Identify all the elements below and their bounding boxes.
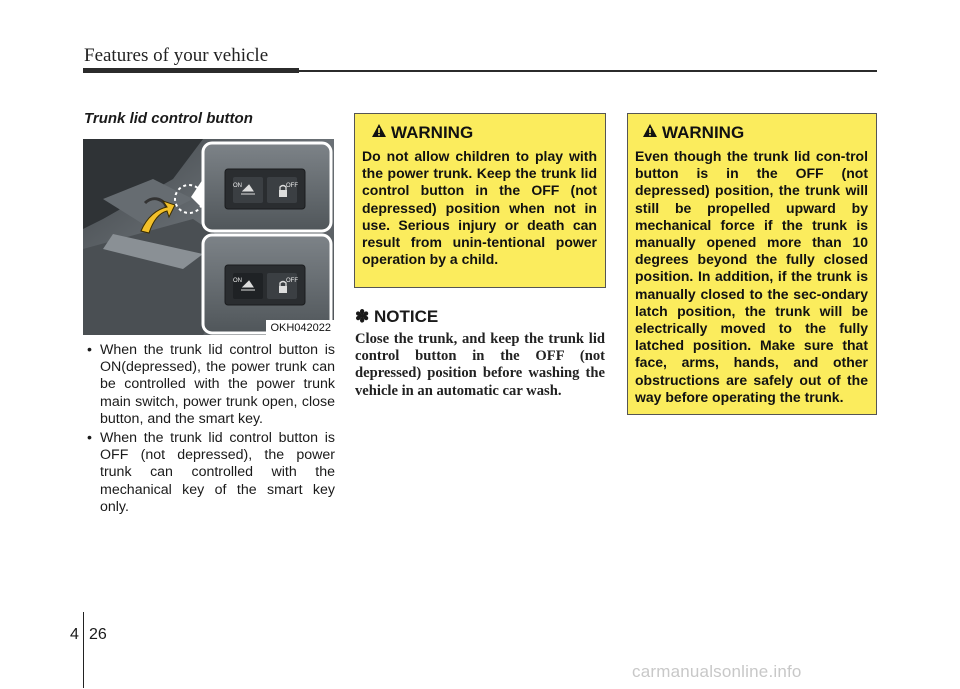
- figure-code-label: OKH042022: [266, 320, 334, 335]
- bullet-list: [84, 342, 335, 518]
- off-label-bottom: OFF: [286, 278, 298, 284]
- header-rule-thick: [83, 68, 299, 73]
- section-heading: Trunk lid control button: [84, 110, 253, 127]
- bullet-item: • When the trunk lid control button is ON(depressed), the power trunk can be controlled with the power trunk main switch, power trunk open, close button, and the smart key.: [84, 342, 335, 428]
- off-label-top: OFF: [286, 183, 298, 189]
- footer-divider: [83, 612, 84, 688]
- on-label-top: ON: [233, 183, 242, 189]
- warning-heading: WARNING: [391, 123, 474, 142]
- trunk-button-photo: [83, 139, 334, 335]
- header-rule-thin: [299, 70, 877, 72]
- warning-triangle-icon: [371, 123, 387, 138]
- notice-heading: ✽ NOTICE: [355, 307, 439, 326]
- footer-chapter-number: 4: [70, 626, 79, 643]
- warning-triangle-icon: [642, 123, 658, 138]
- warning-text: Do not allow children to play with the power trunk. Keep the trunk lid control button in the OFF (not depressed) position when not in use. Serious injury or death can result from unin-tentional power operation by a child.: [362, 148, 597, 268]
- watermark-text: carmanualsonline.info: [632, 662, 802, 681]
- warning-heading: WARNING: [662, 123, 745, 142]
- notice-text: Close the trunk, and keep the trunk lid control button in the OFF (not depressed) position before washing the vehicle in an automatic car wash.: [355, 331, 605, 399]
- on-label-bottom: ON: [233, 278, 242, 284]
- trunk-button-illustration: [83, 139, 334, 335]
- warning-box-children: [354, 113, 606, 288]
- footer-page-number: 26: [89, 626, 107, 643]
- page-header-title: Features of your vehicle: [84, 45, 269, 66]
- warning-box-trunk-force: [627, 113, 877, 415]
- warning-text: Even though the trunk lid con-trol button is in the OFF (not depressed) position, the trunk will still be propelled upward by mechanical force if the trunk is manually opened more than 10 degrees beyond the fully closed position. In addition, if the trunk is manually closed to the sec-ondary latch position, the trunk will be electrically moved to the fully latched position. Make sure that face, arms, hands, and other obstructions are safely out of the way before operating the trunk.: [635, 148, 868, 405]
- bullet-item: • When the trunk lid control button is OFF (not depressed), the power trunk can controlled with the mechanical key of the smart key only.: [84, 430, 335, 516]
